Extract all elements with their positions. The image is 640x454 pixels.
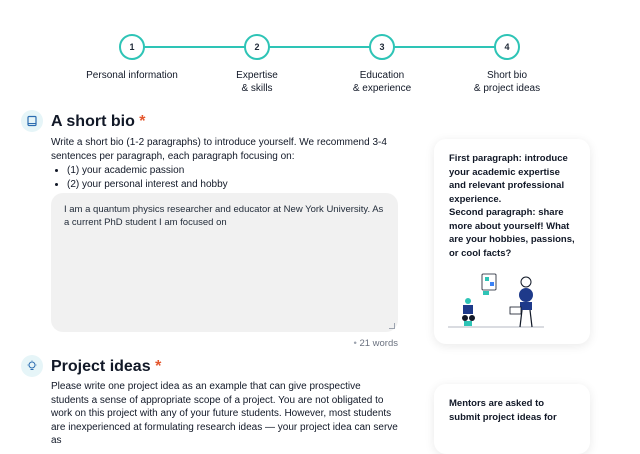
step-label: Short bio & project ideas: [473, 70, 541, 94]
progress-stepper: [0, 34, 640, 104]
project-description: Please write one project idea as an example that can give prospective students a sense of appropriate scope of a project. You are not obligated to work on this project with any of your future students. However, most students are inexperienced at formulating research ideas — your project idea can serve as: [51, 381, 398, 446]
project-section-title: [51, 358, 161, 376]
word-count-text: 21 words: [359, 338, 398, 349]
bio-tip-text: First paragraph: introduce your academic expertise and relevant professional experience. Second paragraph: share more about yourself! What are your hobbies, passions, or cool facts?: [449, 153, 575, 259]
bio-instructions: [51, 136, 401, 191]
step-circle[interactable]: 2: [244, 34, 270, 60]
step-label: Education & experience: [352, 70, 412, 94]
bio-section-title: [51, 113, 146, 131]
project-title-text: Project ideas: [51, 358, 151, 375]
step-circle[interactable]: 3: [369, 34, 395, 60]
bio-description: Write a short bio (1-2 paragraphs) to introduce yourself. We recommend 3-4 sentences per paragraph, each paragraph focusing on:: [51, 137, 387, 162]
bio-textarea[interactable]: [51, 193, 398, 332]
bio-title-text: A short bio: [51, 113, 135, 130]
lightbulb-icon: [21, 355, 43, 377]
step-circle[interactable]: 1: [119, 34, 145, 60]
word-counter: • 21 words: [353, 338, 398, 349]
project-instructions: [51, 380, 401, 446]
mentor-illustration: [448, 271, 548, 331]
project-tip-card: [434, 384, 590, 454]
step-education-experience[interactable]: [312, 34, 452, 95]
step-expertise-skills[interactable]: [187, 34, 327, 95]
book-icon: [21, 110, 43, 132]
bio-bullet-item: • (2) your personal interest and hobby: [67, 178, 401, 192]
textarea-resize-handle[interactable]: [389, 323, 395, 329]
bio-bullet-list: [51, 164, 401, 191]
bio-bullet-item: • (1) your academic passion: [67, 164, 401, 178]
step-short-bio-project-ideas[interactable]: [437, 34, 577, 95]
bio-tip-card: [434, 139, 590, 344]
step-circle[interactable]: 4: [494, 34, 520, 60]
step-personal-information[interactable]: [62, 34, 202, 82]
step-label: Personal information: [86, 70, 178, 81]
bio-textarea-value[interactable]: I am a quantum physics researcher and educator at New York University. As a current PhD student I am focused on: [64, 204, 384, 228]
project-tip-text: Mentors are asked to submit project ideas for: [449, 398, 557, 423]
step-label: Expertise & skills: [236, 70, 278, 94]
required-asterisk: *: [139, 113, 146, 130]
required-asterisk: *: [155, 358, 162, 375]
